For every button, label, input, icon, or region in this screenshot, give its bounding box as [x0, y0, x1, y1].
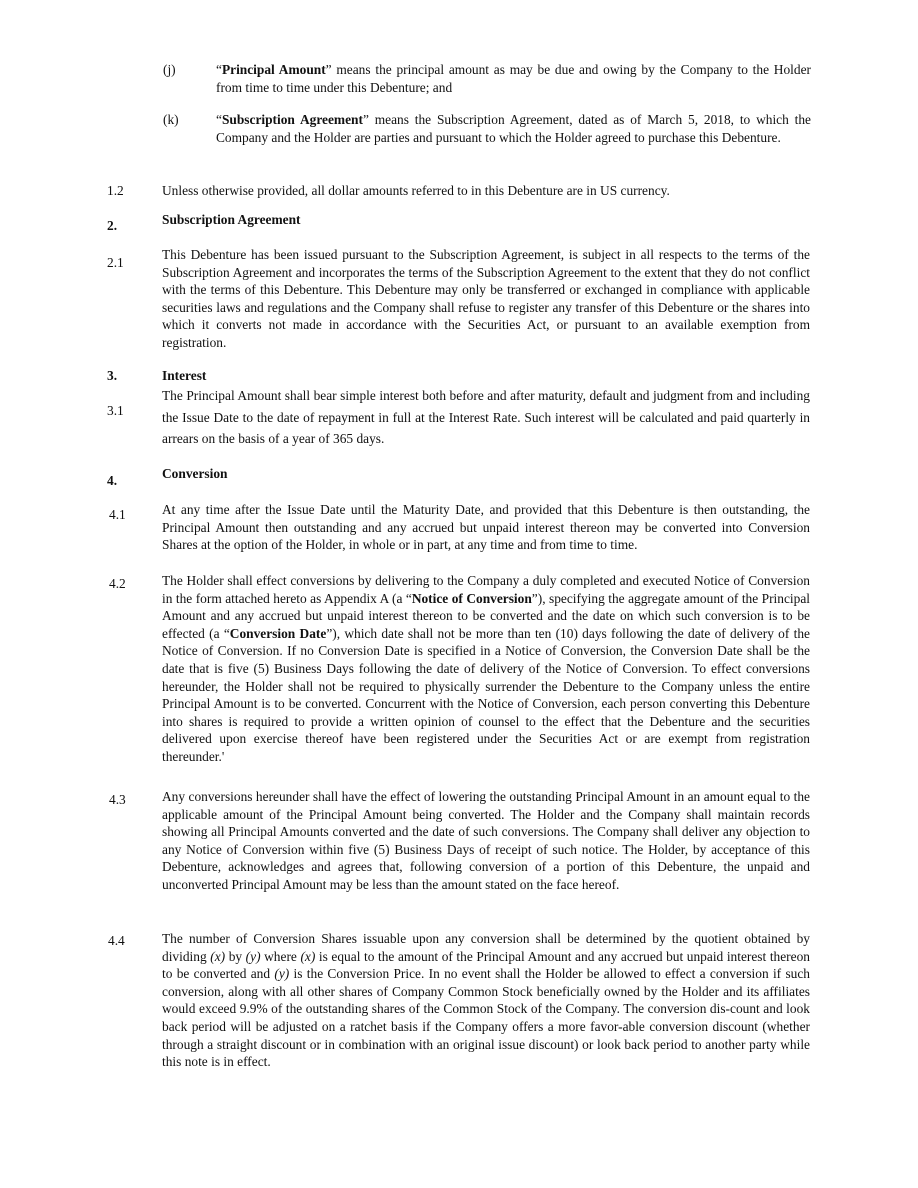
section-3-heading: Interest — [162, 368, 207, 383]
text-run: The number of Conversion Shares issuable upon any conversion shall be determined by the quotient obtained by dividing — [162, 931, 810, 964]
section-2-heading: Subscription Agreement — [162, 212, 301, 227]
open-quote: “ — [216, 62, 222, 77]
text-run: is the Conversion Price. In no event shall the Holder be allowed to effect a conversion if such conversion, along with all other shares of Company Common Stock beneficially owned by the Holder and its affiliates would exceed 9.9% of the outstanding shares of the Common Stock of the Company. The conversion dis-count and look back period will be adjusted on a ratchet basis if the Company offers a more favor-able conversion discount (whether through a straight discount or in combination with an original issue discount) or look back period to another party while this note is in effect. — [162, 966, 810, 1070]
section-4-number: 4. — [107, 473, 118, 488]
section-4-heading: Conversion — [162, 466, 228, 481]
section-3-1-number: 3.1 — [107, 403, 124, 418]
text-run: ”), specifying the aggregate amount of the Principal Amount and any accrued but unpaid interest thereon to be converted and the date on which such conversion is to be effected (a “ — [162, 590, 810, 641]
section-4-1-text: At any time after the Issue Date until the Maturity Date, and provided that this Debenture is then outstanding, the Principal Amount then outstanding and any accrued but unpaid interest thereon may be converted into Conversion Shares at the option of the Holder, in whole or in part, at any time and from time to time. — [162, 502, 810, 553]
section-4-4-number: 4.4 — [108, 933, 125, 948]
defined-term: Notice of Conversion — [411, 590, 532, 606]
open-quote: “ — [216, 112, 222, 127]
variable-x: (x) — [300, 948, 316, 964]
item-j-definition — [216, 61, 811, 96]
variable-y: (y) — [274, 966, 290, 982]
section-4-3-number: 4.3 — [109, 792, 126, 807]
section-4-2-text — [162, 572, 810, 766]
text-run: The Holder shall effect conversions by delivering to the Company a duly completed and executed Notice of Conversion in the form attached hereto as Appendix A (a “ — [162, 573, 810, 606]
text-run: where — [260, 948, 301, 964]
section-4-4-text — [162, 930, 810, 1071]
text-run: ”), which date shall not be more than ten (10) days following the date of delivery of the Notice of Conversion. If no Conversion Date is specified in a Notice of Conversion, the Conversion Date shall be the date that is five (5) Business Days following the date of delivery of the Notice of Conversion. To effect conversions hereunder, the Holder shall not be required to physically surrender the Debenture to the Company unless the entire Principal Amount is to be converted. Concurrent with the Notice of Conversion, each person converting this Debenture into shares is required to provide a written opinion of counsel to the effect that the Debenture and the securities delivered upon exercise thereof have been registered under the Securities Act or are exempt from registration thereunder.' — [162, 625, 810, 764]
item-j-letter: (j) — [163, 62, 176, 77]
defined-term: Conversion Date — [229, 625, 327, 641]
section-4-3-text: Any conversions hereunder shall have the effect of lowering the outstanding Principal Amount in an amount equal to the applicable amount of the Principal Amount being converted. The Holder and the Company shall maintain records showing all Principal Amounts converted and the date of such conversions. The Company shall deliver any objection to any Notice of Conversion within five (5) Business Days of receipt of such notice. The Holder, by acceptance of this Debenture, acknowledges and agrees that, following conversion of a portion of this Debenture, the unpaid and unconverted Principal Amount may be less than the amount stated on the face hereof. — [162, 789, 810, 892]
section-3-1-text: The Principal Amount shall bear simple interest both before and after maturity, default and judgment from and including the Issue Date to the date of repayment in full at the Interest Rate. Such interest will be calculated and paid quarterly in arrears on the basis of a year of 365 days. — [162, 388, 810, 447]
section-2-number: 2. — [107, 218, 118, 233]
definition-text: ” means the principal amount as may be due and owing by the Company to the Holder from time to time under this Debenture; and — [216, 62, 811, 95]
section-4-1-number: 4.1 — [109, 507, 126, 522]
text-run: is equal to the amount of the Principal Amount and any accrued but unpaid interest thereon to be converted and — [162, 948, 810, 982]
variable-x: (x) — [210, 948, 226, 964]
variable-y: (y) — [245, 948, 261, 964]
defined-term: Principal Amount — [221, 62, 326, 77]
section-2-1-number: 2.1 — [107, 255, 124, 270]
definition-text: ” means the Subscription Agreement, dated as of March 5, 2018, to which the Company and the Holder are parties and pursuant to which the Holder agreed to purchase this Debenture. — [216, 112, 811, 145]
section-4-2-number: 4.2 — [109, 576, 126, 591]
section-1-2-number: 1.2 — [107, 183, 124, 198]
section-3-number: 3. — [107, 368, 118, 383]
item-k-letter: (k) — [163, 112, 179, 127]
defined-term: Subscription Agreement — [221, 112, 363, 127]
text-run: by — [225, 948, 246, 964]
section-2-1-text: This Debenture has been issued pursuant to the Subscription Agreement, is subject in all respects to the terms of the Subscription Agreement and incorporates the terms of the Subscription Agreement to the extent that they do not conflict with the terms of this Debenture. This Debenture may only be transferred or exchanged in compliance with applicable securities laws and regulations and the Company shall refuse to register any transfer of this Debenture or the shares into which it converts not made in accordance with the Securities Act, or pursuant to an available exemption from registration. — [162, 247, 810, 350]
item-k-definition — [216, 111, 811, 146]
section-1-2-text: Unless otherwise provided, all dollar amounts referred to in this Debenture are in US currency. — [162, 183, 670, 198]
